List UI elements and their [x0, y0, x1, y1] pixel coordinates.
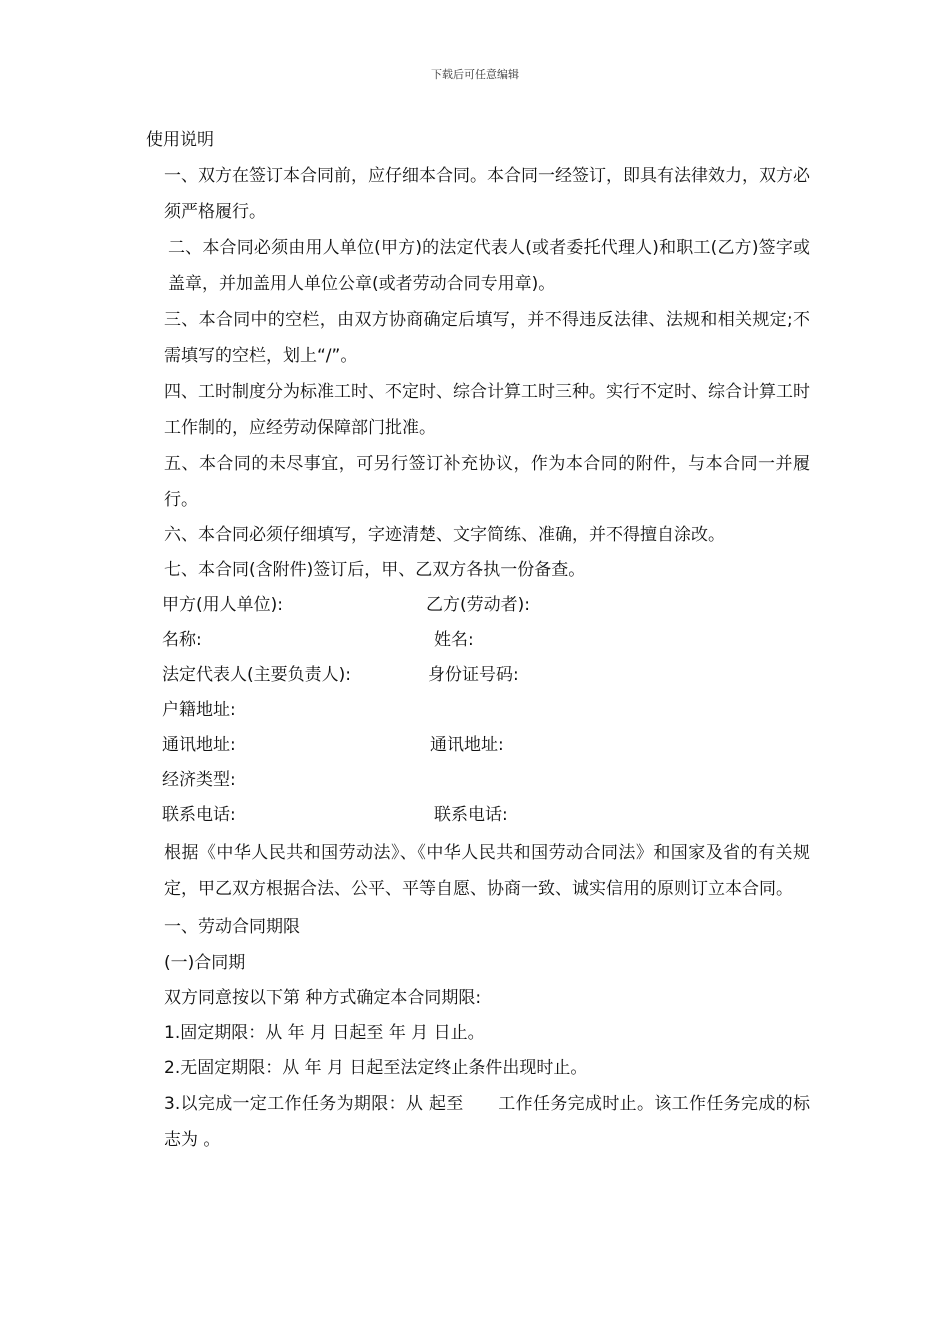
party-a-label: 甲方(用人单位): [162, 595, 283, 615]
party-a-phone-label: 联系电话: [162, 805, 236, 825]
party-row-2 [146, 623, 810, 658]
id-number-label: 身份证号码: [428, 665, 519, 685]
party-b-label: 乙方(劳动者): [426, 595, 530, 615]
party-b-address-label: 通讯地址: [430, 735, 504, 755]
party-row-3 [146, 658, 810, 693]
section-heading: 一、劳动合同期限 [164, 917, 300, 937]
term-option-3: 3.以完成一定工作任务为期限：从 起至 工作任务完成时止。该工作任务完成的标志为 。 [164, 1094, 810, 1150]
instruction-1: 一、双方在签订本合同前，应仔细本合同。本合同一经签订，即具有法律效力，双方必须严格履行。 [164, 166, 810, 222]
party-row-4 [146, 693, 810, 728]
economic-type-label: 经济类型: [162, 770, 236, 790]
term-option-2: 2.无固定期限：从 年 月 日起至法定终止条件出现时止。 [164, 1058, 588, 1078]
household-address-label: 户籍地址: [162, 700, 236, 720]
instruction-7: 七、本合同(含附件)签订后，甲、乙双方各执一份备查。 [164, 560, 586, 580]
term-option-1: 1.固定期限：从 年 月 日起至 年 月 日止。 [164, 1023, 485, 1043]
instruction-4: 四、工时制度分为标准工时、不定时、综合计算工时三种。实行不定时、综合计算工时工作制的，应经劳动保障部门批准。 [164, 382, 810, 438]
preamble: 根据《中华人民共和国劳动法》、《中华人民共和国劳动合同法》和国家及省的有关规定，甲乙双方根据合法、公平、平等自愿、协商一致、诚实信用的原则订立本合同。 [164, 843, 810, 899]
page-header: 下载后可任意编辑 [431, 68, 519, 81]
party-row-5 [146, 728, 810, 763]
subsection-heading: (一)合同期 [164, 953, 246, 973]
party-row-6 [146, 763, 810, 798]
instruction-2: 二、本合同必须由用人单位(甲方)的法定代表人(或者委托代理人)和职工(乙方)签字或盖章，并加盖用人单位公章(或者劳动合同专用章)。 [168, 238, 810, 294]
party-row-7 [146, 798, 810, 833]
document-title: 使用说明 [146, 130, 214, 150]
party-b-name-label: 姓名: [434, 630, 474, 650]
legal-rep-label: 法定代表人(主要负责人): [162, 665, 351, 685]
document-body [146, 122, 810, 1158]
party-a-address-label: 通讯地址: [162, 735, 236, 755]
party-a-name-label: 名称: [162, 630, 202, 650]
term-intro: 双方同意按以下第 种方式确定本合同期限: [164, 988, 482, 1008]
party-row-1 [146, 588, 810, 623]
instruction-5: 五、本合同的未尽事宜，可另行签订补充协议，作为本合同的附件，与本合同一并履行。 [164, 454, 810, 510]
parties-block [146, 588, 810, 833]
party-b-phone-label: 联系电话: [434, 805, 508, 825]
instruction-6: 六、本合同必须仔细填写，字迹清楚、文字简练、准确，并不得擅自涂改。 [164, 525, 725, 545]
instruction-3: 三、本合同中的空栏，由双方协商确定后填写，并不得违反法律、法规和相关规定;不需填写的空栏，划上“/”。 [164, 310, 810, 366]
